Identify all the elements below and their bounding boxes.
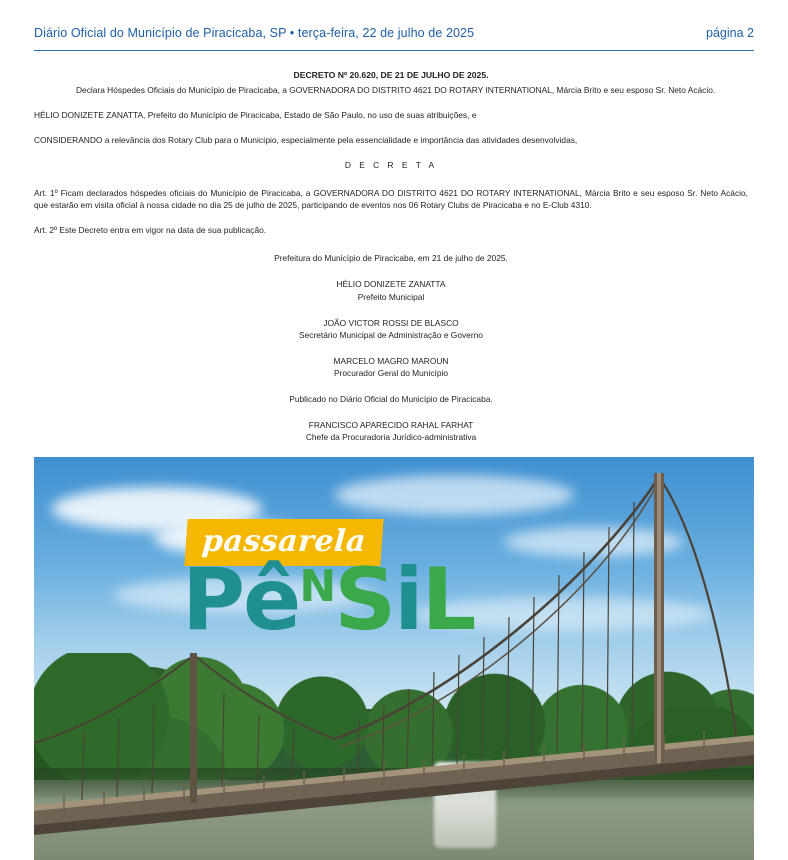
document-body (0, 51, 788, 444)
decree-considering: CONSIDERANDO a relevância dos Rotary Club para o Município, especialmente pela essencialidade e importância das atividades desenvolvidas, (34, 134, 578, 145)
passarela-pensil-photo (34, 457, 754, 860)
publication-note: Publicado no Diário Oficial do Município de Piracicaba. (289, 394, 493, 405)
signatory-role: Chefe da Procuradoria Jurídico-administrativa (305, 432, 477, 443)
signatory-secretary (34, 317, 748, 342)
decree-preamble: HÉLIO DONIZETE ZANATTA, Prefeito do Município de Piracicaba, Estado de São Paulo, no uso de suas atribuições, e (34, 109, 477, 120)
pensil-letter-n: N (299, 560, 335, 612)
pensil-letter-l: L (421, 549, 475, 650)
signatory-name: JOÃO VICTOR ROSSI DE BLASCO (323, 317, 459, 328)
signatory-name: MARCELO MAGRO MAROUN (333, 355, 449, 366)
suspension-bridge-graphic (34, 457, 754, 860)
signatory-role: Procurador Geral do Município (333, 368, 449, 379)
decree-article-2: Art. 2º Este Decreto entra em vigor na data de sua publicação. (34, 224, 267, 235)
page-number: página 2 (706, 26, 754, 40)
pensil-letter-p: P (182, 549, 244, 650)
pensil-letter-i: i (394, 549, 422, 650)
decree-title: DECRETO Nº 20.620, DE 21 DE JULHO DE 2025. (293, 70, 489, 80)
signatory-mayor (34, 278, 748, 303)
signatory-name: FRANCISCO APARECIDO RAHAL FARHAT (308, 419, 474, 430)
signatory-role: Prefeito Municipal (357, 291, 425, 302)
signatory-name: HÉLIO DONIZETE ZANATTA (336, 279, 446, 290)
page-header (0, 0, 788, 46)
signatory-publisher (34, 419, 748, 444)
decreta-keyword: D E C R E T A (344, 160, 438, 171)
decree-summary: Declara Hóspedes Oficiais do Município de Piracicaba, a GOVERNADORA DO DISTRITO 4621 DO ROTARY INTERNATIONAL, Márcia Brito e seu esposo Sr. Neto Acácio. (76, 85, 716, 96)
signature-block (34, 252, 748, 444)
signatory-role: Secretário Municipal de Administração e Governo (299, 330, 483, 341)
signatory-attorney (34, 355, 748, 380)
passarela-badge-label: passarela (200, 523, 368, 559)
decree-article-1: Art. 1º Ficam declarados hóspedes oficiais do Município de Piracicaba, a GOVERNADORA DO DISTRITO 4621 DO ROTARY INTERNATIONAL, Márcia Brito e seu esposo Sr. Neto Acácio, que estarão em visita oficial à nossa cidade no dia 25 de julho de 2025, participando de eventos nos 06 Rotary Clubs de Piracicaba e no E-Club 4310. (34, 188, 748, 211)
pensil-wordmark (182, 549, 475, 650)
header-publication-line: Diário Oficial do Município de Piracicaba, SP • terça-feira, 22 de julho de 2025 (34, 26, 475, 40)
pensil-letter-e: ê (243, 549, 300, 650)
signature-place-date: Prefeitura do Município de Piracicaba, em 21 de julho de 2025. (274, 252, 508, 263)
pensil-letter-s: S (334, 549, 395, 650)
